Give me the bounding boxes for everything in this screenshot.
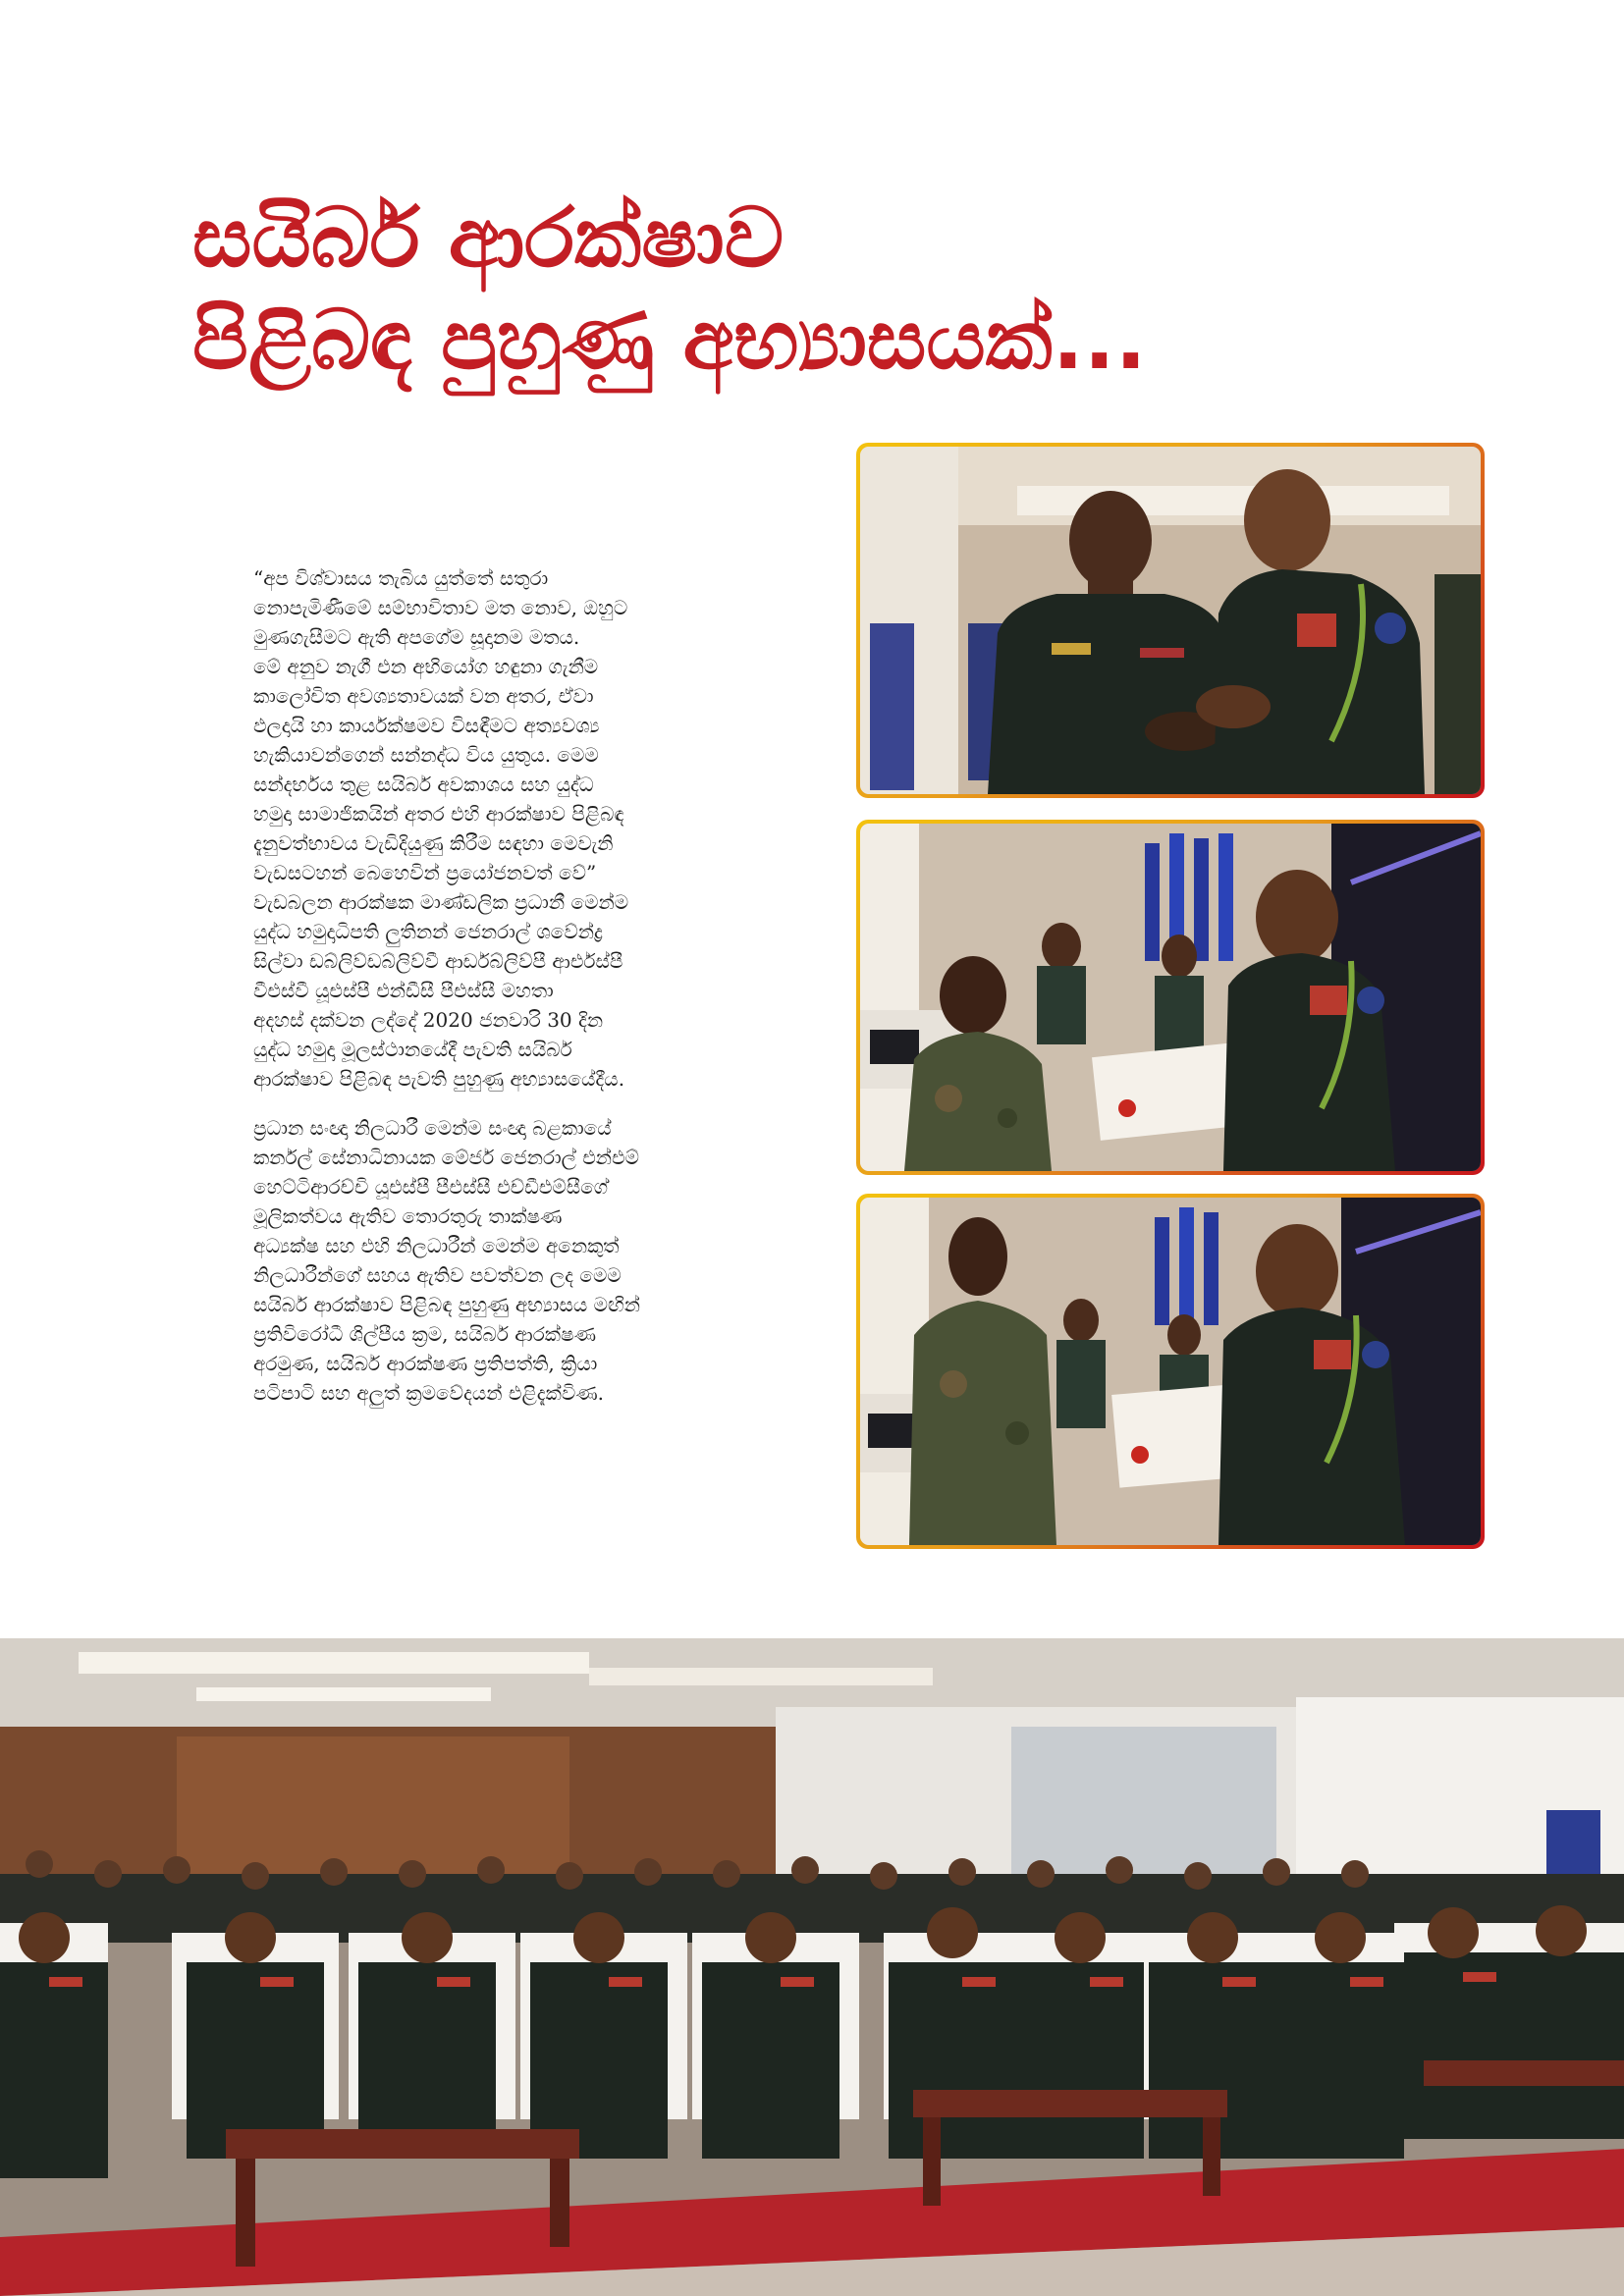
paragraph-1: “අප විශ්වාසය තැබිය යුත්තේ සතුරා නොපැමිණීමේ සම්භාවිතාව මත නොව, ඔහුට මුණගැසීමට ඇති අපගේම සූදානම මතය. මේ අනුව නැගී එන අභියෝග හඳුනා ගැනීම කාලෝචිත අවශ්‍යතාවයක් වන අතර, ඒවා ඵලදායි හා කාර්යක්ෂමව විසඳීමට අත්‍යවශ්‍ය හැකියාවන්ගෙන් සන්නද්ධ විය යුතුය. මෙම සන්දර්භය තුළ සයිබර් අවකාශය සහ යුද්ධ හමුදා සාමාජිකයින් අතර එහි ආරක්ෂාව පිළිබඳ දැනුවත්භාවය වැඩිදියුණු කිරීම සඳහා මෙවැනි වැඩසටහන් බෙහෙවින් ප්‍රයෝජනවත් වේ” වැඩබලන ආරක්ෂක මාණ්ඩලික ප්‍රධානී මෙන්ම යුද්ධ හමුදාධිපති ලුතිනන් ජෙනරාල් ශවේන්ද්‍ර සිල්වා ඩබ්ලිව්ඩබ්ලිව්වී ආර්ඩබ්ලිව්පී ආර්එස්පී වීඑස්වී යූඑස්පී එන්ඩීසී පීඑස්සී මහතා අදහස් දක්වන ලද්දේ 2020 ජනවාරි 30 දින යුද්ධ හමුදා මූලස්ථානයේදී පැවති සයිබර් ආරක්ෂාව පිළිබඳ පැවති පුහුණු අභ්‍යාසයේදීය. <box>253 566 629 1091</box>
headline-line-1: සයිබර් ආරක්ෂාව <box>192 189 785 286</box>
auditorium-audience-photo <box>0 1638 1624 2296</box>
officers-conversing-photo <box>856 443 1485 798</box>
article-body <box>253 563 764 1427</box>
article-headline <box>192 187 1174 391</box>
headline-line-2: පිළිබඳ පුහුණු අභ්‍යාසයක්... <box>192 292 1147 388</box>
certificate-award-female-soldier-photo <box>856 820 1485 1175</box>
paragraph-2: ප්‍රධාන සංඥා නිලධාරී මෙන්ම සංඥා බළකායේ කර්නල් සේනාධිනායක මේජර් ජෙනරාල් එන්එම් හෙට්ටිආරච්චි යූඑස්පී පීඑස්සී එච්ඩීඑම්සීගේ මූලිකත්වය ඇතිව තොරතුරු තාක්ෂණ අධ්‍යක්ෂ සහ එහි නිලධාරීන් මෙන්ම අනෙකුත් නිලධාරීන්ගේ සහය ඇතිව පවත්වන ලද මෙම සයිබර් ආරක්ෂාව පිළිබඳ පුහුණු අභ්‍යාසය මඟින් ප්‍රතිවිරෝධී ශිල්පීය ක්‍රම, සයිබර් ආරක්ෂණ අරමුණ, සයිබර් ආරක්ෂණ ප්‍රතිපත්ති, ක්‍රියා පටිපාටි සහ අලුත් ක්‍රමවේදයන් එළිදැක්විණ. <box>253 1116 641 1405</box>
certificate-award-male-soldier-photo <box>856 1194 1485 1549</box>
